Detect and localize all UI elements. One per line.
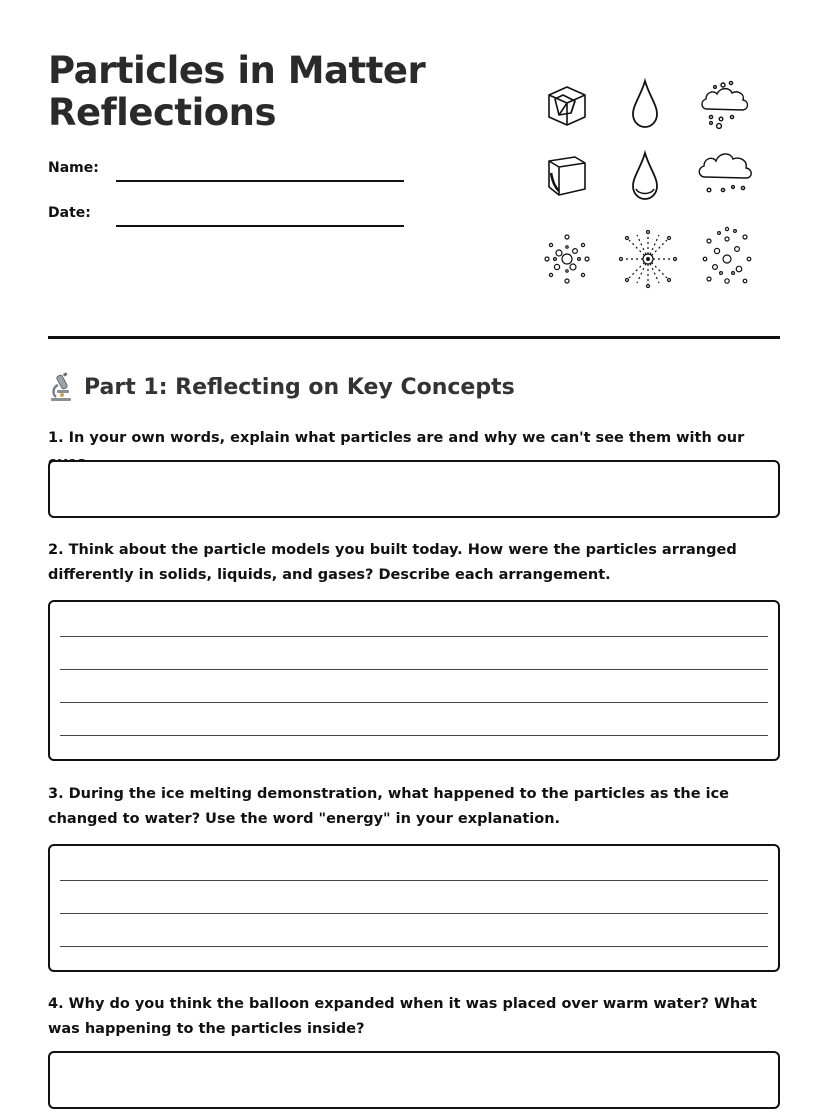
name-label: Name: bbox=[48, 160, 99, 176]
ice-cube-melting-icon bbox=[545, 153, 589, 197]
answer-box-1[interactable] bbox=[48, 460, 780, 518]
answer-line bbox=[60, 702, 768, 703]
date-field[interactable] bbox=[116, 225, 404, 227]
cloud-rain-icon bbox=[695, 147, 755, 197]
answer-line bbox=[60, 636, 768, 637]
ice-cube-icon bbox=[545, 83, 589, 129]
answer-line bbox=[60, 913, 768, 914]
part-1-heading bbox=[48, 372, 515, 402]
answer-line bbox=[60, 735, 768, 736]
microscope-icon bbox=[48, 372, 74, 402]
water-drop-filled-icon bbox=[631, 151, 659, 201]
answer-box-2[interactable] bbox=[48, 600, 780, 761]
question-3: 3. During the ice melting demonstration, what happened to the particles as the ice changed to water? Use the word "energy" in your explanation. bbox=[48, 786, 730, 827]
question-4: 4. Why do you think the balloon expanded when it was placed over warm water? What was happening to the particles inside? bbox=[48, 996, 757, 1037]
question-2: 2. Think about the particle models you built today. How were the particles arranged differently in solids, liquids, and gases? Describe each arrangement. bbox=[48, 542, 737, 583]
cloud-icon bbox=[697, 79, 753, 131]
section-divider bbox=[48, 336, 780, 339]
question-1: 1. In your own words, explain what particles are and why we can't see them with our bbox=[48, 430, 745, 446]
page-title bbox=[48, 50, 425, 134]
particles-scatter-icon bbox=[699, 225, 755, 289]
states-of-matter-illustrations bbox=[535, 75, 765, 295]
particles-cluster-icon bbox=[539, 231, 595, 287]
answer-box-4[interactable] bbox=[48, 1051, 780, 1109]
name-field[interactable] bbox=[116, 180, 404, 182]
water-drop-icon bbox=[631, 79, 659, 129]
title-line-2: Reflections bbox=[48, 91, 277, 134]
title-line-1: Particles in Matter bbox=[48, 49, 426, 92]
answer-box-3[interactable] bbox=[48, 844, 780, 972]
answer-line bbox=[60, 880, 768, 881]
answer-line bbox=[60, 946, 768, 947]
answer-line bbox=[60, 669, 768, 670]
particles-burst-icon bbox=[619, 229, 677, 289]
date-label: Date: bbox=[48, 205, 91, 221]
part-1-heading-text: Part 1: Reflecting on Key Concepts bbox=[84, 374, 515, 400]
